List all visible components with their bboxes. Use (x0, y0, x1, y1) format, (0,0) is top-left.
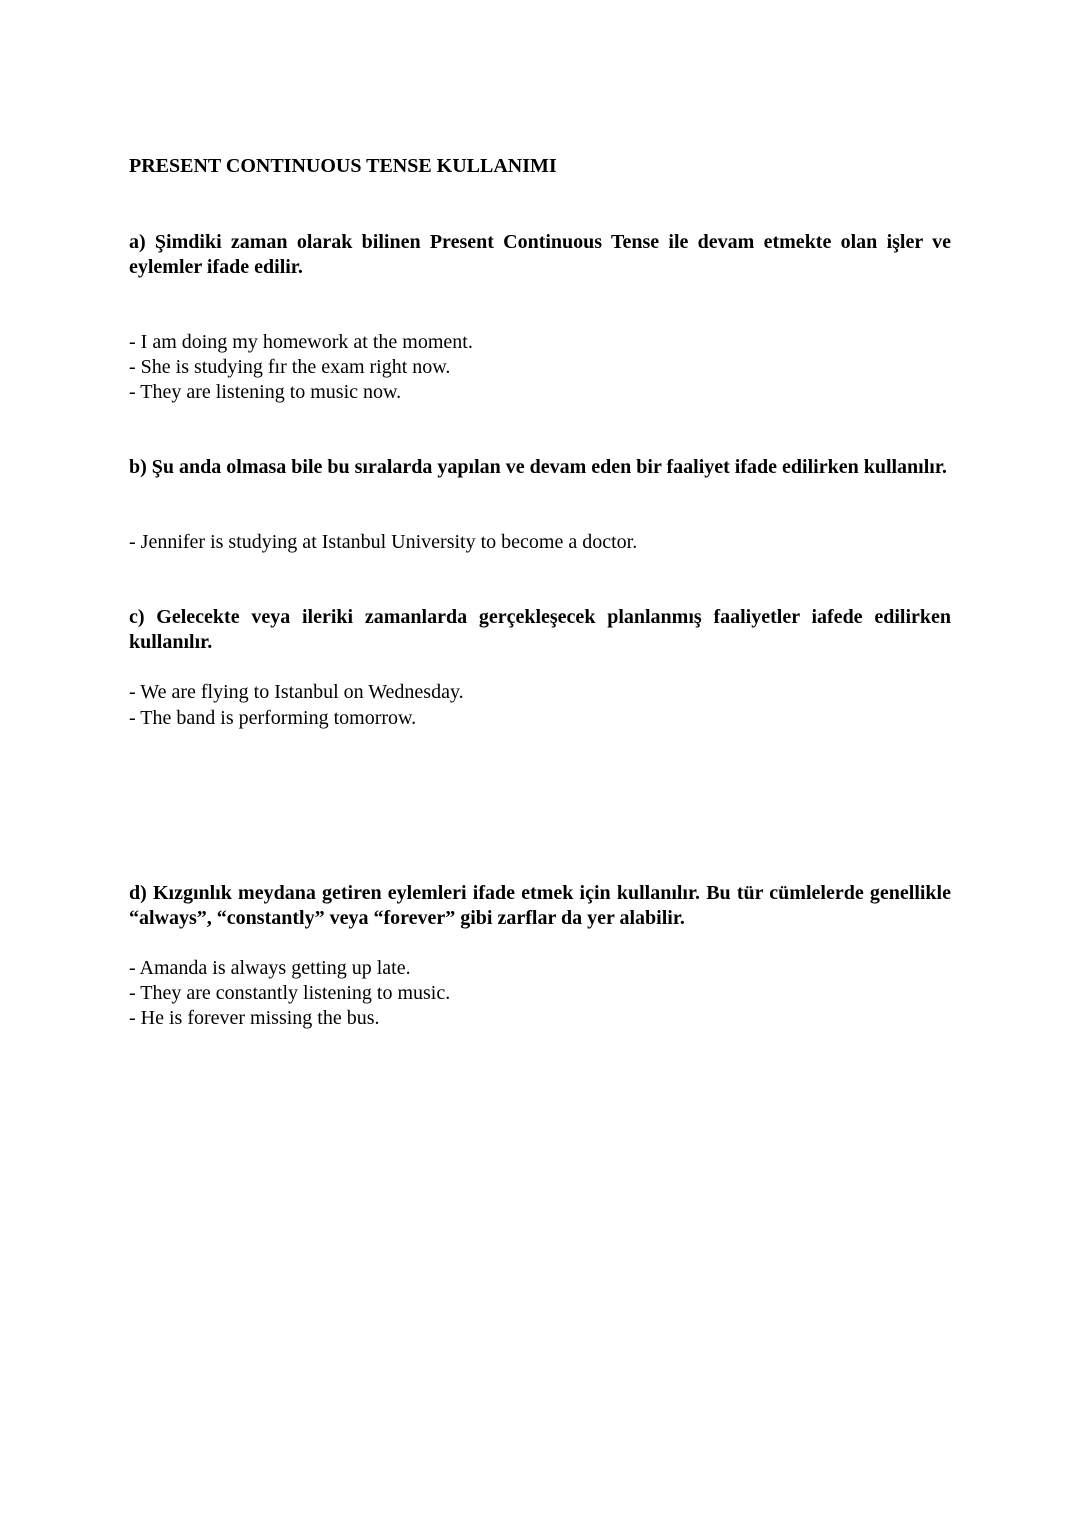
example-a-3: - They are listening to music now. (129, 381, 402, 403)
example-c-1: - We are flying to Istanbul on Wednesday. (129, 681, 464, 703)
example-b-1: - Jennifer is studying at Istanbul University to become a doctor. (129, 531, 638, 553)
example-d-3: - He is forever missing the bus. (129, 1007, 380, 1029)
example-d-1: - Amanda is always getting up late. (129, 957, 411, 979)
document-title: PRESENT CONTINUOUS TENSE KULLANIMI (129, 155, 557, 177)
rule-a: a) Şimdiki zaman olarak bilinen Present Continuous Tense ile devam etmekte olan işler ve eylemler ifade edilir. (129, 231, 951, 278)
example-a-2: - She is studying fır the exam right now. (129, 356, 451, 378)
rule-d: d) Kızgınlık meydana getiren eylemleri ifade etmek için kullanılır. Bu tür cümlelerde genellikle “always”, “constantly” veya “forever” gibi zarflar da yer alabilir. (129, 882, 951, 929)
example-d-2: - They are constantly listening to music. (129, 982, 451, 1004)
rule-c: c) Gelecekte veya ileriki zamanlarda gerçekleşecek planlanmış faaliyetler iafede edilirken kullanılır. (129, 606, 951, 653)
example-a-1: - I am doing my homework at the moment. (129, 331, 473, 353)
example-c-2: - The band is performing tomorrow. (129, 707, 417, 729)
rule-b: b) Şu anda olmasa bile bu sıralarda yapılan ve devam eden bir faaliyet ifade edilirken kullanılır. (129, 456, 947, 478)
